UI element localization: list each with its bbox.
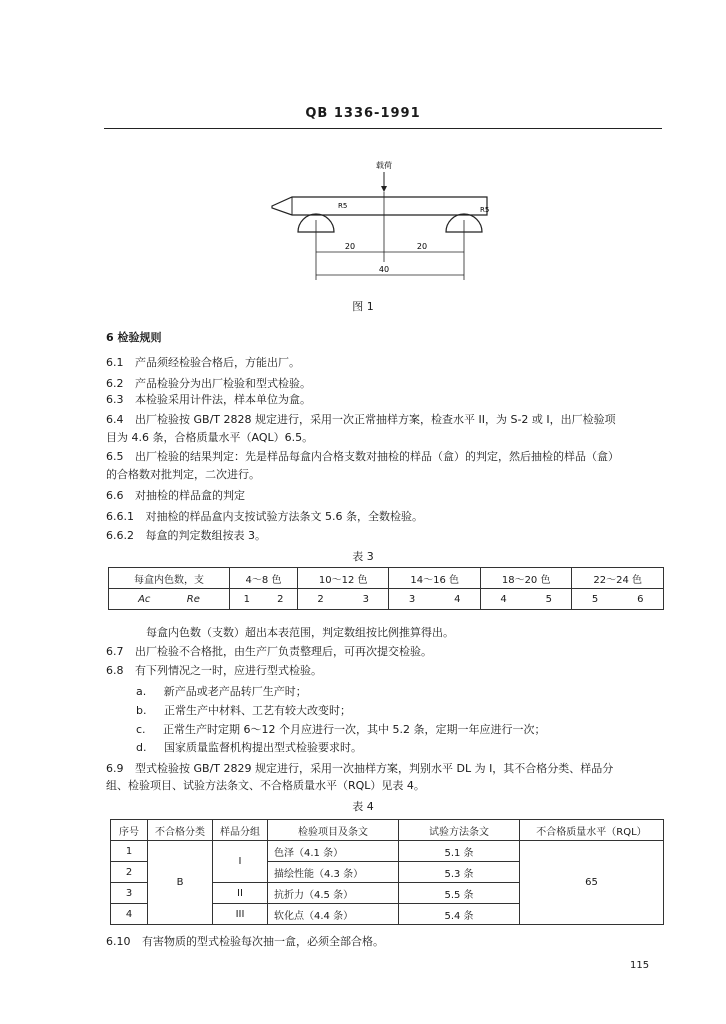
list-letter: d. [136, 741, 147, 754]
para-6-6-2 [106, 529, 266, 543]
para-6-4 [106, 413, 616, 427]
para-6-9-cont: 组、检验项目、试验方法条文、不合格质量水平（RQL）见表 4。 [106, 779, 425, 792]
table3-caption: 表 3 [352, 550, 374, 563]
para-6-1 [106, 356, 300, 370]
nonconformity-class: B [148, 841, 213, 925]
table4-header: 试验方法条文 [399, 820, 520, 841]
table3-header-label: 每盒内色数，支 [109, 568, 230, 589]
para-text: 每盒的判定数组按表 3。 [145, 529, 266, 542]
dimension-right: 20 [416, 242, 428, 251]
rql-value: 65 [520, 841, 664, 925]
para-num: 6.6 [106, 489, 124, 502]
table4-header: 样品分组 [213, 820, 268, 841]
table3-ac: 1 [230, 589, 264, 610]
row-number: 3 [111, 883, 148, 904]
para-text: 产品须经检验合格后，方能出厂。 [135, 356, 300, 369]
para-6-6 [106, 489, 245, 503]
para-6-2 [106, 377, 311, 391]
para-text: 对抽检的样品盒的判定 [135, 489, 245, 502]
para-text: 对抽检的样品盒内支按试验方法条文 5.6 条，全数检验。 [145, 510, 423, 523]
table3-ac: 2 [298, 589, 344, 610]
dimension-left: 20 [344, 242, 356, 251]
list-text: 新产品或老产品转厂生产时； [163, 685, 307, 698]
list-text: 正常生产中材料、工艺有较大改变时； [163, 704, 351, 717]
row-number: 4 [111, 904, 148, 925]
table3-range: 10～12 色 [298, 568, 389, 589]
para-num: 6.8 [106, 664, 124, 677]
test-method: 5.5 条 [399, 883, 520, 904]
table3-row-labels [109, 589, 230, 610]
table3-range: 4～8 色 [230, 568, 298, 589]
list-text: 国家质量监督机构提出型式检验要求时。 [163, 741, 362, 754]
sample-group: I [213, 841, 268, 883]
para-6-3 [106, 393, 311, 407]
para-num: 6.10 [106, 935, 131, 948]
section-title: 6 检验规则 [106, 331, 162, 344]
list-text: 正常生产时定期 6～12 个月应进行一次，其中 5.2 条，定期一年应进行一次； [163, 723, 546, 736]
para-6-4-cont: 目为 4.6 条，合格质量水平（AQL）6.5。 [106, 431, 314, 444]
para-num: 6.7 [106, 645, 124, 658]
para-num: 6.9 [106, 762, 124, 775]
table3-re: 6 [618, 589, 664, 610]
sample-group: II [213, 883, 268, 904]
table3-ac: 3 [389, 589, 435, 610]
list-letter: a. [136, 685, 147, 698]
list-item-c [136, 723, 546, 737]
sample-group: III [213, 904, 268, 925]
page-number: 115 [630, 960, 650, 971]
para-num: 6.6.2 [106, 529, 134, 542]
para-text: 出厂检验按 GB/T 2828 规定进行，采用一次正常抽样方案，检查水平 II，为 S-2 或 I，出厂检验项 [135, 413, 616, 426]
row-number: 1 [111, 841, 148, 862]
table4-header: 不合格分类 [148, 820, 213, 841]
table3-range: 14～16 色 [389, 568, 480, 589]
inspection-item: 抗折力（4.5 条） [268, 883, 399, 904]
list-item-a [136, 685, 307, 699]
ac-label: Ac [138, 593, 151, 605]
table4-caption: 表 4 [352, 800, 374, 813]
para-text: 型式检验按 GB/T 2829 规定进行，采用一次抽样方案，判别水平 DL 为 I，其不合格分类、样品分 [135, 762, 614, 775]
test-fixture-diagram [262, 150, 502, 285]
para-6-6-1 [106, 510, 423, 524]
table4-header: 不合格质量水平（RQL） [520, 820, 664, 841]
header-rule [104, 128, 662, 129]
list-letter: b. [136, 704, 147, 717]
test-method: 5.4 条 [399, 904, 520, 925]
para-num: 6.2 [106, 377, 124, 390]
para-num: 6.4 [106, 413, 124, 426]
para-text: 有下列情况之一时，应进行型式检验。 [135, 664, 322, 677]
para-6-8 [106, 664, 322, 678]
table3-re: 4 [435, 589, 481, 610]
row-number: 2 [111, 862, 148, 883]
table3-re: 3 [343, 589, 389, 610]
test-method: 5.3 条 [399, 862, 520, 883]
figure-caption: 图 1 [352, 300, 374, 313]
re-label: Re [186, 593, 200, 605]
table3-re: 2 [264, 589, 298, 610]
para-text: 出厂检验的结果判定：先是样品每盒内合格支数对抽检的样品（盒）的判定，然后抽检的样品（盒） [135, 450, 619, 463]
table3-note: 每盒内色数（支数）超出本表范围，判定数组按比例推算得出。 [146, 626, 454, 639]
dimension-total: 40 [378, 265, 390, 274]
table3-re: 5 [526, 589, 572, 610]
para-text: 有害物质的型式检验每次抽一盒，必须全部合格。 [142, 935, 384, 948]
para-text: 出厂检验不合格批，由生产厂负责整理后，可再次提交检验。 [135, 645, 432, 658]
para-6-7 [106, 645, 432, 659]
para-6-10 [106, 935, 384, 949]
table4-header: 检验项目及条文 [268, 820, 399, 841]
inspection-item: 描绘性能（4.3 条） [268, 862, 399, 883]
radius-label-left: R5 [338, 202, 348, 210]
load-label: 载荷 [376, 161, 392, 170]
para-text: 本检验采用计件法，样本单位为盒。 [135, 393, 311, 406]
inspection-item: 软化点（4.4 条） [268, 904, 399, 925]
table3-range: 18～20 色 [480, 568, 571, 589]
list-letter: c. [136, 723, 146, 736]
test-method: 5.1 条 [399, 841, 520, 862]
para-num: 6.6.1 [106, 510, 134, 523]
para-6-5-cont: 的合格数对批判定，二次进行。 [106, 468, 260, 481]
list-item-b [136, 704, 351, 718]
para-num: 6.5 [106, 450, 124, 463]
para-num: 6.1 [106, 356, 124, 369]
list-item-d [136, 741, 362, 755]
standard-number: QB 1336-1991 [305, 106, 421, 121]
table3-range: 22～24 色 [572, 568, 664, 589]
inspection-item: 色泽（4.1 条） [268, 841, 399, 862]
para-num: 6.3 [106, 393, 124, 406]
para-6-9 [106, 762, 613, 776]
table3-ac: 4 [480, 589, 526, 610]
table-4 [110, 819, 664, 925]
para-6-5 [106, 450, 619, 464]
radius-label-right: R5 [480, 206, 490, 214]
table3-ac: 5 [572, 589, 618, 610]
table4-header: 序号 [111, 820, 148, 841]
para-text: 产品检验分为出厂检验和型式检验。 [135, 377, 311, 390]
table-3 [108, 567, 664, 610]
